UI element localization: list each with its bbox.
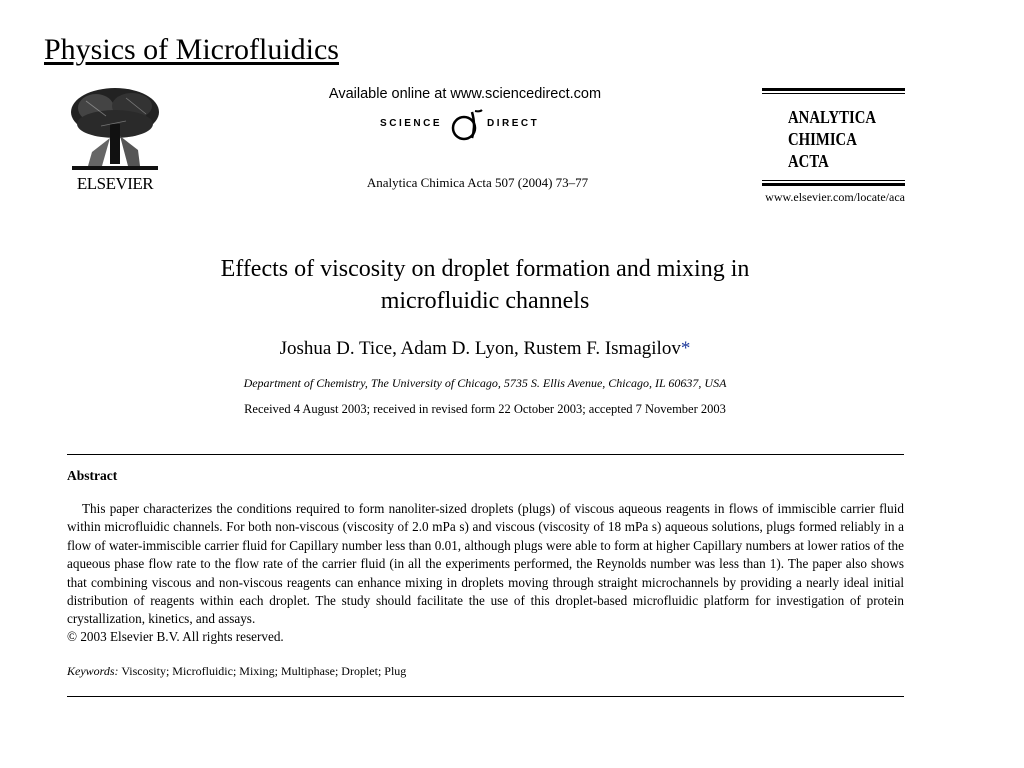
affiliation: Department of Chemistry, The University of Chicago, 5735 S. Ellis Avenue, Chicago, IL 60637, USA (243, 376, 727, 390)
divider-top (67, 454, 904, 455)
slide-title: Physics of Microfluidics (44, 33, 339, 66)
divider-bottom (67, 696, 904, 697)
paper-title-line: microfluidic channels (380, 288, 590, 314)
sd-left-text: SCIENCE (380, 118, 442, 129)
keywords (67, 664, 406, 679)
copyright: © 2003 Elsevier B.V. All rights reserved. (67, 629, 284, 644)
sd-right-text: DIRECT (487, 118, 540, 129)
journal-logo (762, 88, 905, 188)
received-dates: Received 4 August 2003; received in revised form 22 October 2003; accepted 7 November 2003 (244, 402, 726, 416)
keywords-label: Keywords: (67, 664, 119, 678)
authors (130, 338, 840, 360)
abstract-text (67, 500, 904, 629)
journal-name-line: CHIMICA (788, 129, 857, 149)
elsevier-wordmark: ELSEVIER (76, 174, 154, 193)
journal-rule-bottom (762, 180, 905, 186)
journal-url: www.elsevier.com/locate/aca (765, 190, 905, 204)
journal-name-line: ACTA (788, 151, 829, 171)
journal-name (788, 106, 876, 172)
elsevier-logo (66, 86, 164, 192)
sciencedirect-block (300, 86, 630, 190)
abstract-heading: Abstract (67, 468, 118, 483)
abstract-body: This paper characterizes the conditions required to form nanoliter-sized droplets (plugs) of viscous aqueous reagents in flows of immiscible carrier fluid within microfluidic channels. For both non-viscous (viscosity of 2.0 mPa s) and viscous (viscosity of 18 mPa s) aqueous solutions, plugs formed reliably in a flow of water-immiscible carrier fluid for Capillary number less than 0.01, although plugs were able to form at higher Capillary numbers at lower ratios of the aqueous phase flow rate to the flow rate of the carrier fluid (in all the experiments performed, the Reynolds number was less than 1). The paper also shows that combining viscous and non-viscous reagents can enhance mixing in droplets moving through straight microchannels by providing a nearly ideal initial distribution of reagents within each droplet. The study should facilitate the use of this droplet-based microfluidic platform for investigation of protein crystallization, kinetics, and assays. (67, 501, 904, 627)
elsevier-tree-icon (66, 86, 164, 172)
author-list: Joshua D. Tice, Adam D. Lyon, Rustem F. Ismagilov (279, 338, 681, 359)
journal-name-line: ANALYTICA (788, 107, 877, 127)
keywords-values: Viscosity; Microfluidic; Mixing; Multiphase; Droplet; Plug (121, 664, 407, 678)
paper-title-line: Effects of viscosity on droplet formation and mixing in (220, 256, 750, 282)
available-online-text: Available online at www.sciencedirect.com (328, 86, 602, 102)
paper-title (130, 253, 840, 317)
journal-rule-top (762, 88, 905, 94)
journal-citation: Analytica Chimica Acta 507 (2004) 73–77 (366, 175, 589, 190)
corresponding-author-mark[interactable]: * (680, 338, 691, 359)
sciencedirect-logo (300, 108, 630, 142)
sciencedirect-d-icon (450, 108, 484, 142)
